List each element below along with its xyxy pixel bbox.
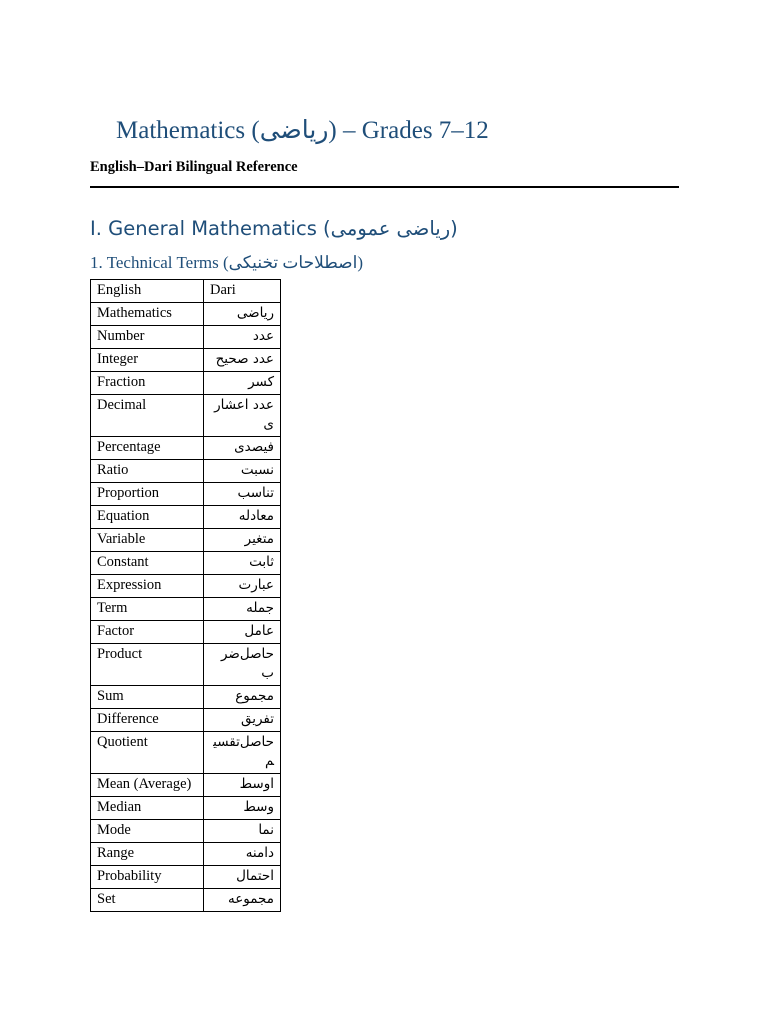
term-english: Quotient bbox=[91, 732, 204, 774]
table-row bbox=[91, 349, 281, 372]
table-row bbox=[91, 395, 281, 437]
term-english: Variable bbox=[91, 529, 204, 552]
term-english: Median bbox=[91, 797, 204, 820]
term-english: Mean (Average) bbox=[91, 774, 204, 797]
term-dari: دامنه bbox=[204, 843, 281, 866]
term-english: Range bbox=[91, 843, 204, 866]
document-subtitle: English–Dari Bilingual Reference bbox=[90, 159, 298, 175]
term-dari: عبارت bbox=[204, 575, 281, 598]
table-row bbox=[91, 506, 281, 529]
table-row bbox=[91, 644, 281, 686]
term-english: Product bbox=[91, 644, 204, 686]
term-english: Fraction bbox=[91, 372, 204, 395]
term-english: Decimal bbox=[91, 395, 204, 437]
term-dari: تفریق bbox=[204, 709, 281, 732]
term-dari: حاصل‌تقسیم bbox=[204, 732, 281, 774]
term-dari: فیصدی bbox=[204, 437, 281, 460]
table-row bbox=[91, 303, 281, 326]
term-english: Sum bbox=[91, 686, 204, 709]
term-dari: نسبت bbox=[204, 460, 281, 483]
term-english: Integer bbox=[91, 349, 204, 372]
table-row bbox=[91, 460, 281, 483]
term-dari: معادله bbox=[204, 506, 281, 529]
table-row bbox=[91, 483, 281, 506]
term-english: Ratio bbox=[91, 460, 204, 483]
table-header-row bbox=[91, 280, 281, 303]
table-row bbox=[91, 889, 281, 912]
table-row bbox=[91, 372, 281, 395]
term-english: Difference bbox=[91, 709, 204, 732]
term-english: Proportion bbox=[91, 483, 204, 506]
table-row bbox=[91, 529, 281, 552]
term-english: Mathematics bbox=[91, 303, 204, 326]
section-heading: I. General Mathematics (ریاضی عمومی) bbox=[90, 217, 458, 240]
column-header-dari: Dari bbox=[204, 280, 281, 303]
term-dari: احتمال bbox=[204, 866, 281, 889]
term-dari: متغیر bbox=[204, 529, 281, 552]
term-english: Equation bbox=[91, 506, 204, 529]
term-english: Mode bbox=[91, 820, 204, 843]
term-dari: وسط bbox=[204, 797, 281, 820]
table-row bbox=[91, 843, 281, 866]
term-dari: حاصل‌ضرب bbox=[204, 644, 281, 686]
term-english: Factor bbox=[91, 621, 204, 644]
term-english: Expression bbox=[91, 575, 204, 598]
terms-table bbox=[90, 279, 281, 912]
table-row bbox=[91, 598, 281, 621]
term-dari: اوسط bbox=[204, 774, 281, 797]
table-row bbox=[91, 709, 281, 732]
table-row bbox=[91, 866, 281, 889]
table-row bbox=[91, 774, 281, 797]
term-english: Probability bbox=[91, 866, 204, 889]
term-english: Number bbox=[91, 326, 204, 349]
terms-table-body bbox=[91, 280, 281, 912]
horizontal-rule bbox=[90, 186, 679, 188]
term-dari: عدد اعشاری bbox=[204, 395, 281, 437]
term-dari: جمله bbox=[204, 598, 281, 621]
column-header-english: English bbox=[91, 280, 204, 303]
term-dari: ریاضی bbox=[204, 303, 281, 326]
subsection-heading: 1. Technical Terms (اصطلاحات تخنیکی) bbox=[90, 253, 364, 272]
term-english: Constant bbox=[91, 552, 204, 575]
table-row bbox=[91, 732, 281, 774]
term-dari: تناسب bbox=[204, 483, 281, 506]
term-dari: مجموع bbox=[204, 686, 281, 709]
term-dari: مجموعه bbox=[204, 889, 281, 912]
term-dari: عدد bbox=[204, 326, 281, 349]
table-row bbox=[91, 326, 281, 349]
term-dari: عامل bbox=[204, 621, 281, 644]
table-row bbox=[91, 575, 281, 598]
term-dari: نما bbox=[204, 820, 281, 843]
table-row bbox=[91, 437, 281, 460]
term-english: Term bbox=[91, 598, 204, 621]
document-title: Mathematics (ریاضی) – Grades 7–12 bbox=[116, 117, 489, 144]
term-english: Set bbox=[91, 889, 204, 912]
table-row bbox=[91, 621, 281, 644]
term-dari: عدد صحیح bbox=[204, 349, 281, 372]
table-row bbox=[91, 686, 281, 709]
table-row bbox=[91, 552, 281, 575]
term-dari: ثابت bbox=[204, 552, 281, 575]
table-row bbox=[91, 820, 281, 843]
term-english: Percentage bbox=[91, 437, 204, 460]
table-row bbox=[91, 797, 281, 820]
term-dari: کسر bbox=[204, 372, 281, 395]
